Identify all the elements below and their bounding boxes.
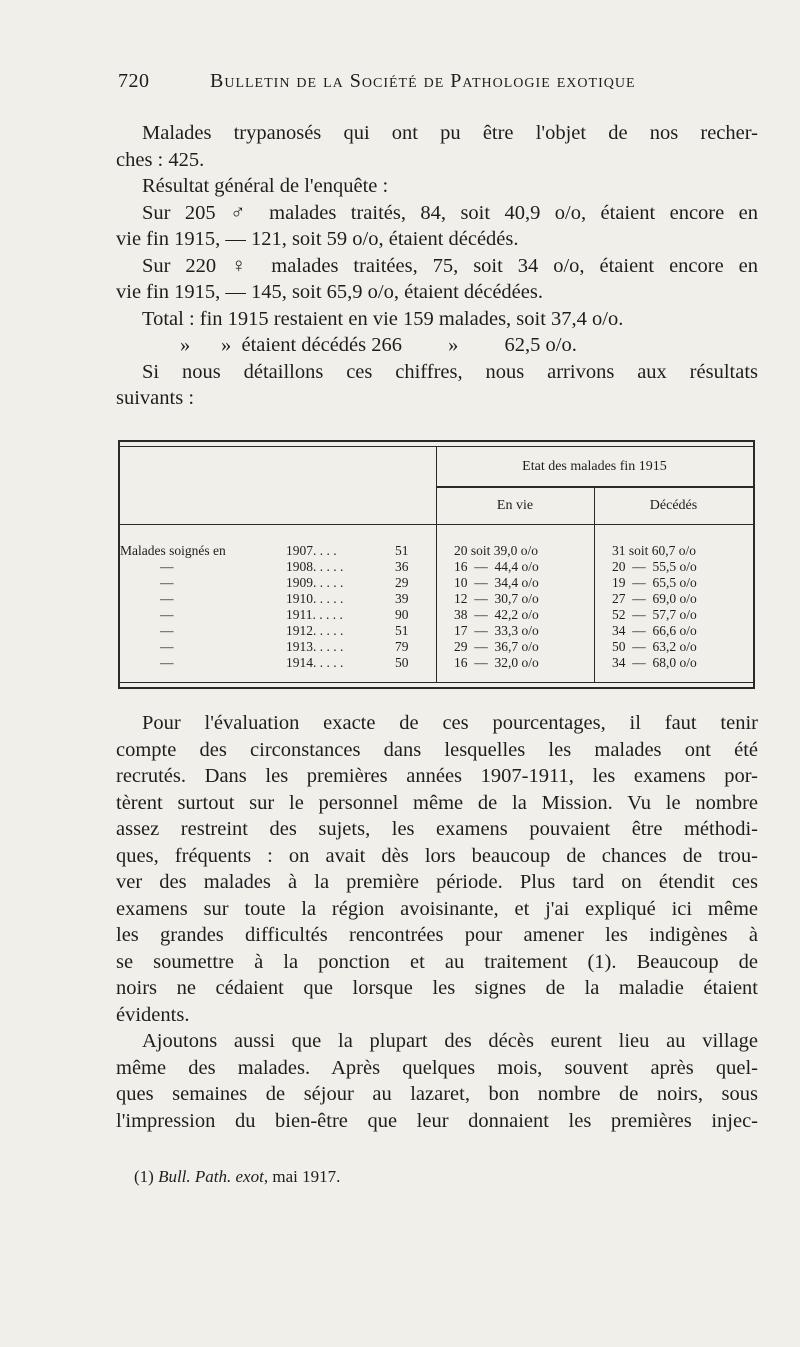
row-year: 1910. . . . .: [286, 591, 344, 606]
text-line: Sur 205 ♂ malades traités, 84, soit 40,9 o/o, étaient encore en: [142, 201, 758, 224]
row-label: —: [160, 575, 174, 590]
row-total: 39: [395, 591, 409, 606]
row-label: —: [160, 607, 174, 622]
row-label: —: [160, 623, 174, 638]
row-total: 29: [395, 575, 409, 590]
row-dead: 27 — 69,0 o/o: [612, 591, 697, 606]
row-dead: 31 soit 60,7 o/o: [612, 543, 697, 558]
text-line: noirs ne cédaient que lorsque les signes de la maladie étaient: [116, 977, 758, 999]
table-row: [120, 575, 753, 590]
text-line: ver des malades à la première période. Plus tard on étendit ces: [116, 871, 758, 893]
row-year: 1907. . . .: [286, 543, 337, 558]
row-label: —: [160, 655, 174, 670]
row-label: Malades soignés en: [120, 543, 226, 558]
results-table: [118, 440, 755, 689]
column-header-dead: Décédés: [649, 498, 698, 513]
text-line: compte des circonstances dans lesquelles les malades ont été: [116, 738, 758, 761]
group-header-rule: [436, 486, 753, 488]
row-year: 1914. . . . .: [286, 655, 344, 670]
row-label: —: [160, 591, 174, 606]
text-line: ques semaines de séjour au lazaret, bon nombre de noirs, sous: [116, 1083, 758, 1105]
footnote-marker: (1): [134, 1167, 154, 1186]
row-dead: 34 — 66,6 o/o: [612, 623, 697, 638]
body-paragraph-1: [116, 710, 758, 1028]
row-label: —: [160, 639, 174, 654]
text-line: suivants :: [116, 387, 195, 409]
text-line: l'impression du bien-être que leur donnaient les premières injec-: [116, 1109, 758, 1132]
intro-paragraph: [116, 120, 758, 412]
row-alive: 10 — 34,4 o/o: [454, 575, 539, 590]
row-total: 36: [395, 559, 409, 574]
text-line: examens sur toute la région avoisinante, et j'ai expliqué ici même: [116, 897, 758, 920]
row-total: 79: [395, 639, 409, 654]
text-line: vie fin 1915, — 145, soit 65,9 o/o, étaient décédées.: [116, 281, 543, 303]
row-alive: 16 — 44,4 o/o: [454, 559, 539, 574]
text-line: Sur 220 ♀ malades traitées, 75, soit 34 o/o, étaient encore en: [142, 254, 758, 277]
text-line: assez restreint des sujets, les examens pouvaient être méthodi-: [116, 818, 758, 840]
row-dead: 34 — 68,0 o/o: [612, 655, 697, 670]
page-number: 720: [118, 70, 150, 92]
text-line: évidents.: [116, 1003, 190, 1026]
text-line: même des malades. Après quelques mois, souvent après quel-: [116, 1056, 758, 1079]
column-header-alive: En vie: [496, 498, 534, 513]
table-row: [120, 623, 753, 638]
text-line: Si nous détaillons ces chiffres, nous arrivons aux résultats: [142, 360, 758, 383]
row-year: 1911. . . . .: [286, 607, 343, 622]
footnote-source: Bull. Path. exot: [158, 1167, 264, 1186]
row-label: —: [160, 559, 174, 574]
text-line: Pour l'évaluation exacte de ces pourcentages, il faut tenir: [142, 712, 758, 734]
header-rule: [120, 524, 753, 525]
table-row: [120, 543, 753, 558]
footnote: [134, 1167, 340, 1187]
text-line: recrutés. Dans les premières années 1907-1911, les examens por-: [116, 765, 758, 787]
text-line: vie fin 1915, — 121, soit 59 o/o, étaient décédés.: [116, 228, 519, 250]
table-row: [120, 607, 753, 622]
row-total: 51: [395, 623, 409, 638]
row-alive: 38 — 42,2 o/o: [454, 607, 539, 622]
row-alive: 29 — 36,7 o/o: [454, 639, 539, 654]
text-line: tèrent surtout sur le personnel même de la Mission. Vu le nombre: [116, 791, 758, 814]
row-alive: 20 soit 39,0 o/o: [454, 543, 539, 558]
row-total: 90: [395, 607, 409, 622]
row-alive: 16 — 32,0 o/o: [454, 655, 539, 670]
row-dead: 19 — 65,5 o/o: [612, 575, 697, 590]
row-dead: 52 — 57,7 o/o: [612, 607, 697, 622]
row-total: 51: [395, 543, 409, 558]
text-line: se soumettre à la ponction et au traitement (1). Beaucoup de: [116, 950, 758, 973]
table-row: [120, 559, 753, 574]
text-line: ches : 425.: [116, 148, 205, 171]
row-year: 1912. . . . .: [286, 623, 344, 638]
table-row: [120, 591, 753, 606]
journal-title: Bulletin de la Société de Pathologie exotique: [210, 70, 636, 92]
row-alive: 17 — 33,3 o/o: [454, 623, 539, 638]
table-row: [120, 655, 753, 670]
text-line: les grandes difficultés rencontrées pour amener les indigènes à: [116, 924, 758, 946]
text-line: Ajoutons aussi que la plupart des décès eurent lieu au village: [142, 1030, 758, 1052]
body-paragraph-2: [116, 1028, 758, 1134]
group-header: Etat des malades fin 1915: [522, 459, 667, 474]
text-line: Total : fin 1915 restaient en vie 159 malades, soit 37,4 o/o.: [142, 307, 624, 330]
footnote-date: , mai 1917.: [263, 1167, 341, 1186]
text-line: Résultat général de l'enquête :: [142, 175, 389, 197]
text-line: Malades trypanosés qui ont pu être l'objet de nos recher-: [142, 122, 758, 144]
row-total: 50: [395, 655, 409, 670]
row-dead: 50 — 63,2 o/o: [612, 639, 697, 654]
row-year: 1909. . . . .: [286, 575, 344, 590]
row-year: 1908. . . . .: [286, 559, 344, 574]
row-year: 1913. . . . .: [286, 639, 344, 654]
row-dead: 20 — 55,5 o/o: [612, 559, 697, 574]
row-alive: 12 — 30,7 o/o: [454, 591, 539, 606]
table-row: [120, 639, 753, 654]
text-line: ques, fréquents : on avait dès lors beaucoup de chances de trou-: [116, 844, 758, 867]
text-line: » » étaient décédés 266 » 62,5 o/o.: [180, 334, 577, 356]
